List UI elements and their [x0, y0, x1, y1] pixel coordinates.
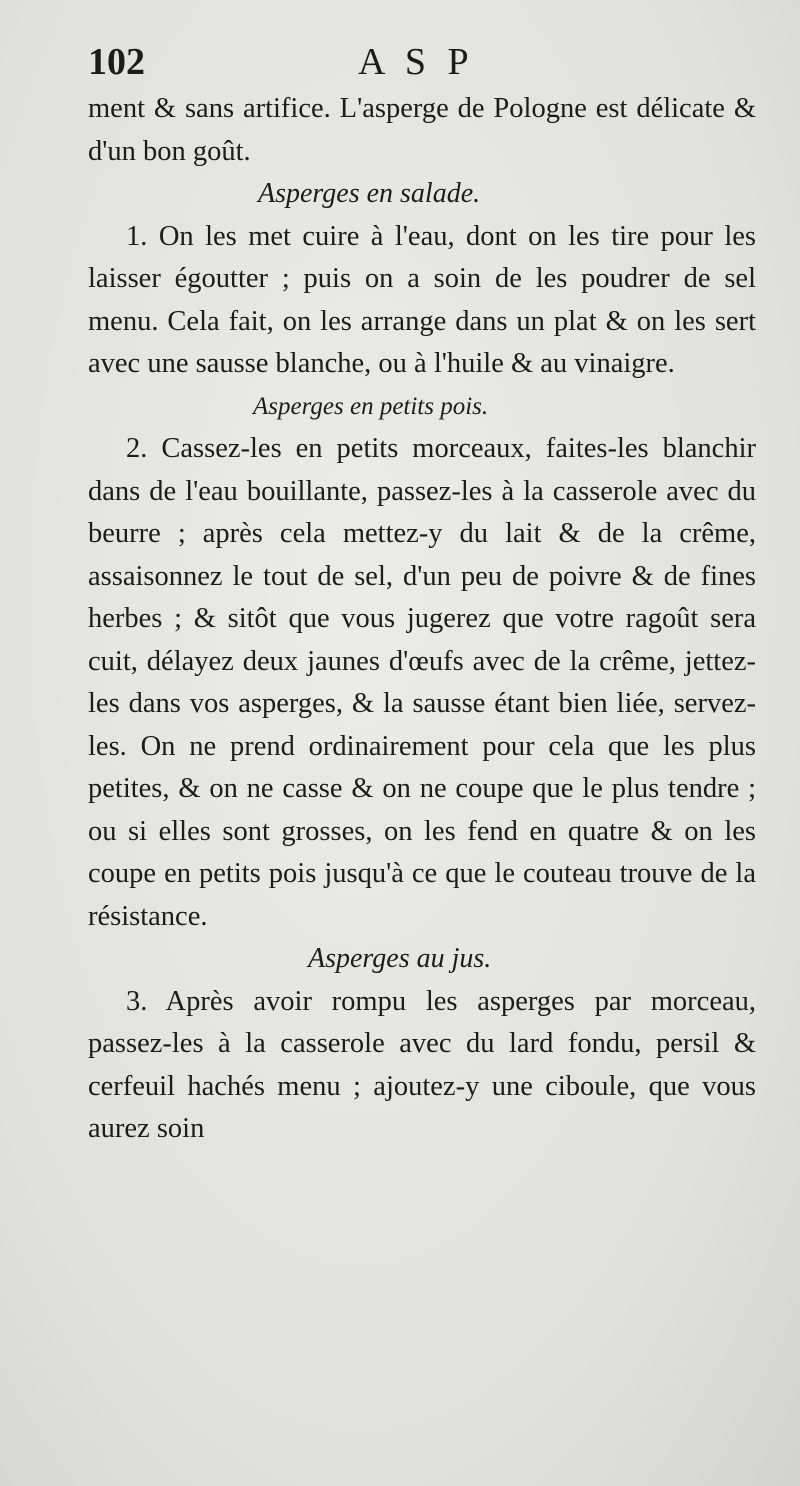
section-heading-salade: Asperges en salade.	[258, 178, 481, 209]
section-paragraph-salade: 1. On les met cuire à l'eau, dont on les tire pour les laisser égoutter ; puis on a soin de les poudrer de sel menu. Cela fait, on les arrange dans un plat & on les sert avec une sausse blanche, ou à l'huile & au vinaigre.	[88, 220, 756, 379]
section-paragraph-au-jus: 3. Après avoir rompu les asperges par morceau, passez-les à la casserole avec du lard fondu, persil & cerfeuil hachés menu ; ajoutez-y une ciboule, que vous aurez soin	[88, 985, 756, 1144]
running-head: A S P	[358, 41, 475, 83]
page-header	[88, 40, 768, 90]
page-body	[88, 88, 756, 1151]
page-number: 102	[88, 41, 145, 83]
section-heading-petits-pois: Asperges en petits pois.	[253, 392, 489, 420]
section-paragraph-petits-pois: 2. Cassez-les en petits morceaux, faites-les blanchir dans de l'eau bouillante, passez-les à la casserole avec du beurre ; après cela mettez-y du lait & de la crême, assaisonnez le tout de sel, d'un peu de poivre & de fines herbes ; & sitôt que vous jugerez que votre ragoût sera cuit, délayez deux jaunes d'œufs avec de la crême, jettez-les dans vos asperges, & la sausse étant bien liée, servez-les. On ne prend ordinairement pour cela que les plus petites, & on ne casse & on ne coupe que le plus tendre ; ou si elles sont grosses, on les fend en quatre & on les coupe en petits pois jusqu'à ce que le couteau trouve de la résistance.	[88, 433, 756, 932]
carryover-paragraph: ment & sans artifice. L'asperge de Pologne est délicate & d'un bon goût.	[88, 93, 756, 167]
section-heading-au-jus: Asperges au jus.	[308, 943, 492, 974]
